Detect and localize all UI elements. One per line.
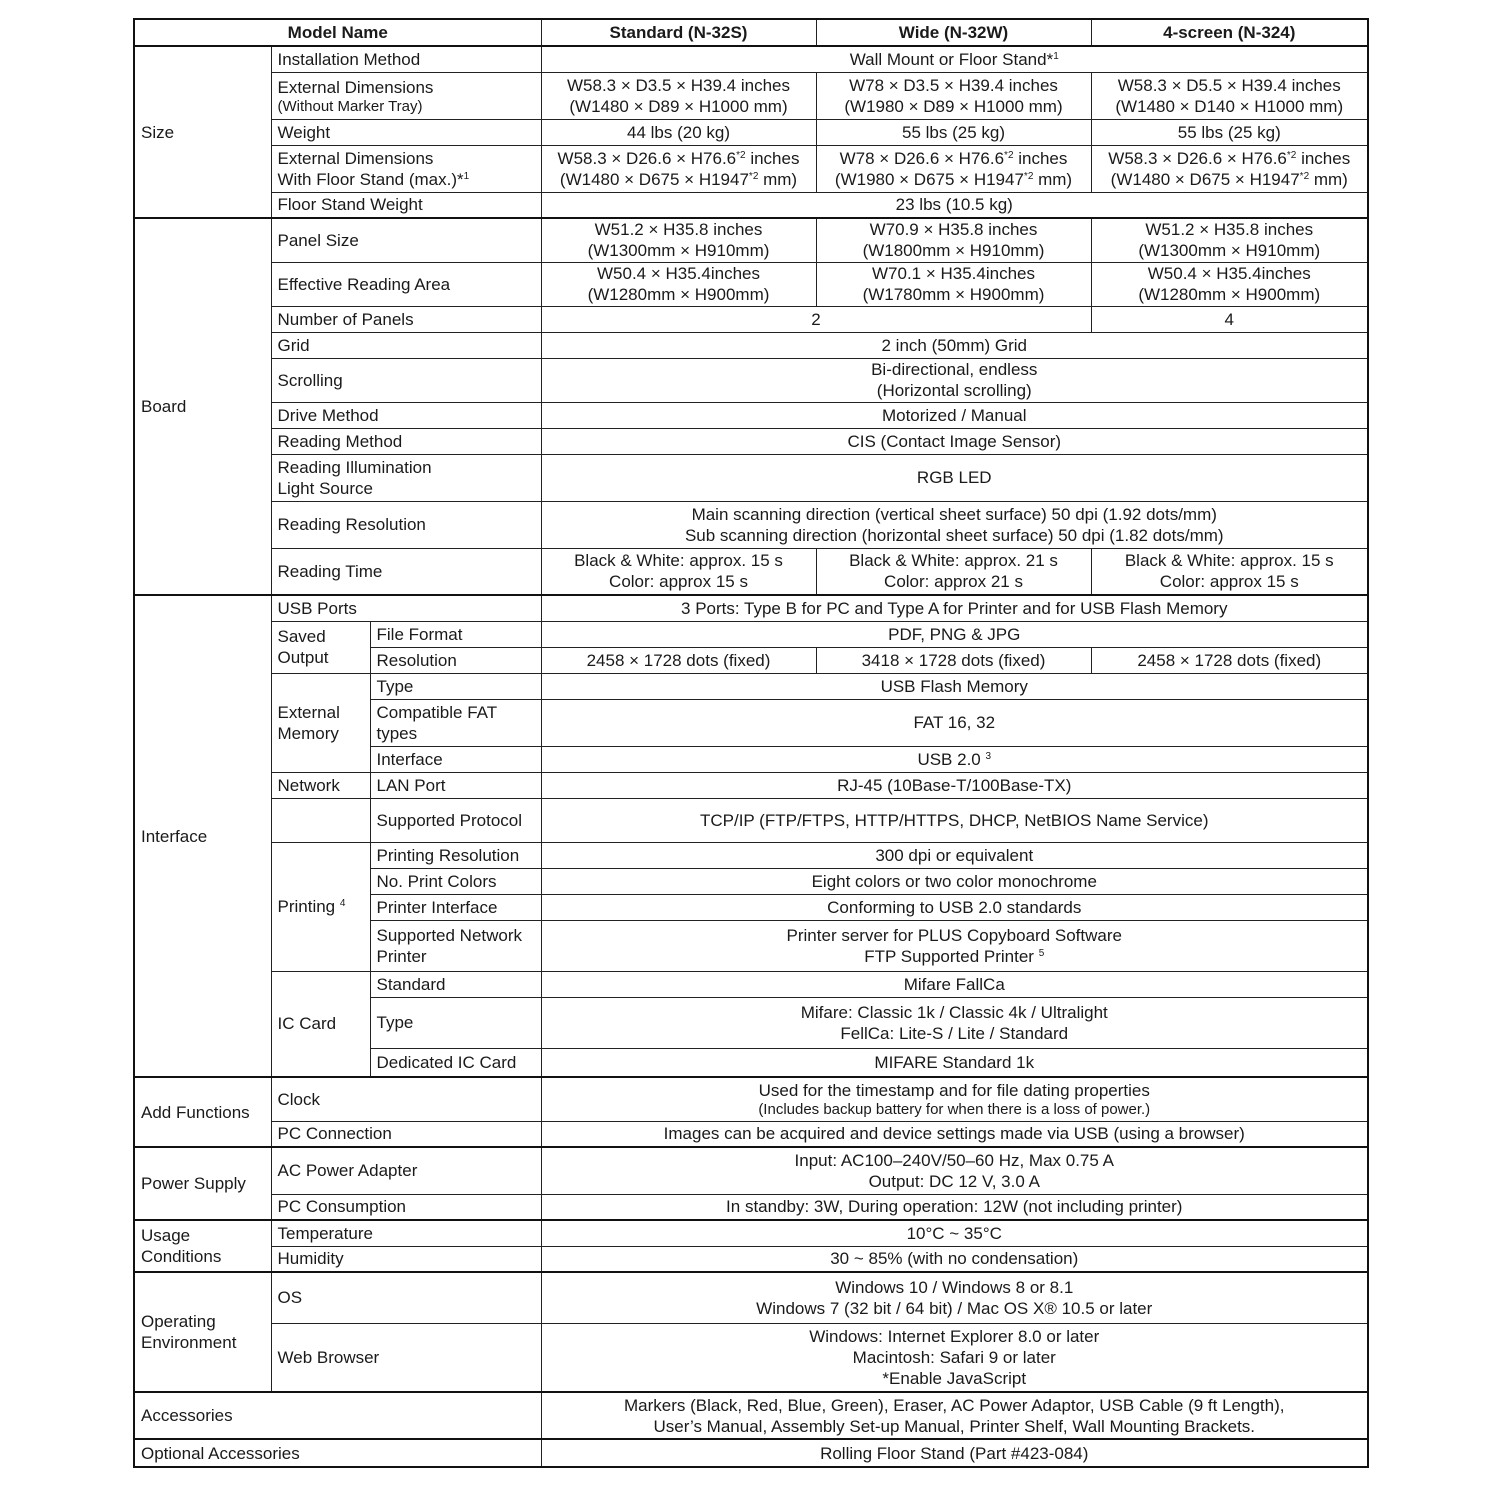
- section-label-usage: Usage Conditions: [134, 1220, 271, 1272]
- weight-std: 44 lbs (20 kg): [541, 119, 816, 145]
- reading-time-four: Black & White: approx. 15 s Color: approx 15 s: [1091, 548, 1368, 595]
- resolution-value: Main scanning direction (vertical sheet surface) 50 dpi (1.92 dots/mm) Sub scanning direction (horizontal sheet surface) 50 dpi (1.82 dots/mm): [541, 501, 1368, 548]
- reading-time-wide: Black & White: approx. 21 s Color: approx 21 s: [816, 548, 1091, 595]
- reading-area-wide: W70.1 × H35.4inches (W1780mm × H900mm): [816, 262, 1091, 306]
- external-memory-label: External Memory: [271, 673, 370, 772]
- power-section: [134, 1147, 1368, 1220]
- section-label-power: Power Supply: [134, 1147, 271, 1220]
- consumption-value: In standby: 3W, During operation: 12W (not including printer): [541, 1194, 1368, 1220]
- saved-output-label: Saved Output: [271, 621, 370, 673]
- operating-section: [134, 1272, 1368, 1392]
- network-blank: [271, 798, 370, 842]
- network-printer-label: Supported Network Printer: [370, 920, 541, 971]
- reading-area-label: Effective Reading Area: [271, 262, 541, 306]
- ext-stand-label: External Dimensions With Floor Stand (max.)*$^1$: [271, 145, 541, 192]
- grid-value: 2 inch (50mm) Grid: [541, 332, 1368, 358]
- browser-value: Windows: Internet Explorer 8.0 or later Macintosh: Safari 9 or later *Enable JavaScript: [541, 1323, 1368, 1392]
- dedicated-ic-value: MIFARE Standard 1k: [541, 1048, 1368, 1077]
- file-format-value: PDF, PNG & JPG: [541, 621, 1368, 647]
- protocol-label: Supported Protocol: [370, 798, 541, 842]
- usb-ports-value: 3 Ports: Type B for PC and Type A for Printer and for USB Flash Memory: [541, 595, 1368, 621]
- ext-dims-label: External Dimensions (Without Marker Tray): [271, 72, 541, 119]
- model-name-header: Model Name: [134, 19, 541, 46]
- reading-area-std: W50.4 × H35.4inches (W1280mm × H900mm): [541, 262, 816, 306]
- ext-dims-std: W58.3 × D3.5 × H39.4 inches (W1480 × D89 × H1000 mm): [541, 72, 816, 119]
- interface-section: [134, 595, 1368, 1077]
- temperature-value: 10°C ~ 35°C: [541, 1220, 1368, 1246]
- standard-header: Standard (N-32S): [541, 19, 816, 46]
- printing-resolution-label: Printing Resolution: [370, 842, 541, 868]
- clock-value: Used for the timestamp and for file dating properties (Includes backup battery for when there is a loss of power.): [541, 1077, 1368, 1121]
- memory-type-value: USB Flash Memory: [541, 673, 1368, 699]
- output-resolution-std: 2458 × 1728 dots (fixed): [541, 647, 816, 673]
- board-section: [134, 218, 1368, 595]
- grid-label: Grid: [271, 332, 541, 358]
- wide-header: Wide (N-32W): [816, 19, 1091, 46]
- accessories-section: [134, 1392, 1368, 1439]
- print-colors-value: Eight colors or two color monochrome: [541, 868, 1368, 894]
- ic-card-label: IC Card: [271, 971, 370, 1077]
- reading-area-four: W50.4 × H35.4inches (W1280mm × H900mm): [1091, 262, 1368, 306]
- ext-stand-std: $W58.3 \times D26.6 \times H76.6^{*2}$ inches ($W1480 \times D675 \times H1947^{*2}$ mm): [541, 145, 816, 192]
- fat-label: Compatible FAT types: [370, 699, 541, 746]
- memory-type-label: Type: [370, 673, 541, 699]
- installation-value: Wall Mount or Floor Stand*$^1$: [541, 46, 1368, 72]
- network-label: Network: [271, 772, 370, 798]
- installation-label: Installation Method: [271, 46, 541, 72]
- ext-stand-wide: $W78 \times D26.6 \times H76.6^{*2}$ inches ($W1980 \times D675 \times H1947^{*2}$ mm): [816, 145, 1091, 192]
- header-row: [134, 19, 1368, 46]
- ic-type-label: Type: [370, 997, 541, 1048]
- printing-label: Printing $^4$: [271, 842, 370, 971]
- stand-weight-value: 23 lbs (10.5 kg): [541, 192, 1368, 218]
- lan-port-label: LAN Port: [370, 772, 541, 798]
- four-screen-header: 4-screen (N-324): [1091, 19, 1368, 46]
- usage-section: [134, 1220, 1368, 1272]
- scrolling-label: Scrolling: [271, 358, 541, 402]
- optional-label: Optional Accessories: [134, 1439, 541, 1467]
- print-colors-label: No. Print Colors: [370, 868, 541, 894]
- memory-interface-label: Interface: [370, 746, 541, 772]
- size-section: [134, 46, 1368, 218]
- protocol-value: TCP/IP (FTP/FTPS, HTTP/HTTPS, DHCP, NetBIOS Name Service): [541, 798, 1368, 842]
- section-label-operating: Operating Environment: [134, 1272, 271, 1392]
- ext-dims-four: W58.3 × D5.5 × H39.4 inches (W1480 × D140 × H1000 mm): [1091, 72, 1368, 119]
- panel-size-std: W51.2 × H35.8 inches (W1300mm × H910mm): [541, 218, 816, 262]
- usb-ports-label: USB Ports: [271, 595, 541, 621]
- pc-connection-value: Images can be acquired and device settings made via USB (using a browser): [541, 1121, 1368, 1147]
- section-label-add-functions: Add Functions: [134, 1077, 271, 1147]
- illumination-label: Reading Illumination Light Source: [271, 454, 541, 501]
- os-label: OS: [271, 1272, 541, 1323]
- network-printer-value: Printer server for PLUS Copyboard Software FTP Supported Printer $^5$: [541, 920, 1368, 971]
- accessories-value: Markers (Black, Red, Blue, Green), Eraser, AC Power Adaptor, USB Cable (9 ft Length), User’s Manual, Assembly Set-up Manual, Printer Shelf, Wall Mounting Brackets.: [541, 1392, 1368, 1439]
- weight-label: Weight: [271, 119, 541, 145]
- panels-four: 4: [1091, 306, 1368, 332]
- optional-section: [134, 1439, 1368, 1467]
- output-resolution-wide: 3418 × 1728 dots (fixed): [816, 647, 1091, 673]
- os-value: Windows 10 / Windows 8 or 8.1 Windows 7 (32 bit / 64 bit) / Mac OS X® 10.5 or later: [541, 1272, 1368, 1323]
- optional-value: Rolling Floor Stand (Part #423-084): [541, 1439, 1368, 1467]
- browser-label: Web Browser: [271, 1323, 541, 1392]
- panel-size-label: Panel Size: [271, 218, 541, 262]
- clock-label: Clock: [271, 1077, 541, 1121]
- panels-label: Number of Panels: [271, 306, 541, 332]
- stand-weight-label: Floor Stand Weight: [271, 192, 541, 218]
- output-resolution-four: 2458 × 1728 dots (fixed): [1091, 647, 1368, 673]
- panel-size-four: W51.2 × H35.8 inches (W1300mm × H910mm): [1091, 218, 1368, 262]
- adapter-value: Input: AC100–240V/50–60 Hz, Max 0.75 A Output: DC 12 V, 3.0 A: [541, 1147, 1368, 1194]
- section-label-size: Size: [134, 46, 271, 218]
- lan-port-value: RJ-45 (10Base-T/100Base-TX): [541, 772, 1368, 798]
- reading-method-value: CIS (Contact Image Sensor): [541, 428, 1368, 454]
- illumination-value: RGB LED: [541, 454, 1368, 501]
- dedicated-ic-label: Dedicated IC Card: [370, 1048, 541, 1077]
- section-label-board: Board: [134, 218, 271, 595]
- panel-size-wide: W70.9 × H35.8 inches (W1800mm × H910mm): [816, 218, 1091, 262]
- ext-stand-four: $W58.3 \times D26.6 \times H76.6^{*2}$ inches ($W1480 \times D675 \times H1947^{*2}$ mm): [1091, 145, 1368, 192]
- printing-resolution-value: 300 dpi or equivalent: [541, 842, 1368, 868]
- weight-wide: 55 lbs (25 kg): [816, 119, 1091, 145]
- printer-interface-value: Conforming to USB 2.0 standards: [541, 894, 1368, 920]
- memory-interface-value: USB 2.0 $^3$: [541, 746, 1368, 772]
- spec-table: [133, 18, 1369, 1468]
- printer-interface-label: Printer Interface: [370, 894, 541, 920]
- ic-standard-label: Standard: [370, 971, 541, 997]
- adapter-label: AC Power Adapter: [271, 1147, 541, 1194]
- add-functions-section: [134, 1077, 1368, 1147]
- weight-four: 55 lbs (25 kg): [1091, 119, 1368, 145]
- accessories-label: Accessories: [134, 1392, 541, 1439]
- consumption-label: PC Consumption: [271, 1194, 541, 1220]
- fat-value: FAT 16, 32: [541, 699, 1368, 746]
- section-label-interface: Interface: [134, 595, 271, 1077]
- ic-standard-value: Mifare FallCa: [541, 971, 1368, 997]
- reading-time-std: Black & White: approx. 15 s Color: approx 15 s: [541, 548, 816, 595]
- panels-std-wide: 2: [541, 306, 1091, 332]
- temperature-label: Temperature: [271, 1220, 541, 1246]
- ic-type-value: Mifare: Classic 1k / Classic 4k / Ultralight FellCa: Lite-S / Lite / Standard: [541, 997, 1368, 1048]
- file-format-label: File Format: [370, 621, 541, 647]
- ext-dims-wide: W78 × D3.5 × H39.4 inches (W1980 × D89 × H1000 mm): [816, 72, 1091, 119]
- humidity-label: Humidity: [271, 1246, 541, 1272]
- drive-value: Motorized / Manual: [541, 402, 1368, 428]
- reading-method-label: Reading Method: [271, 428, 541, 454]
- reading-time-label: Reading Time: [271, 548, 541, 595]
- resolution-label: Reading Resolution: [271, 501, 541, 548]
- scrolling-value: Bi-directional, endless (Horizontal scrolling): [541, 358, 1368, 402]
- humidity-value: 30 ~ 85% (with no condensation): [541, 1246, 1368, 1272]
- output-resolution-label: Resolution: [370, 647, 541, 673]
- pc-connection-label: PC Connection: [271, 1121, 541, 1147]
- drive-label: Drive Method: [271, 402, 541, 428]
